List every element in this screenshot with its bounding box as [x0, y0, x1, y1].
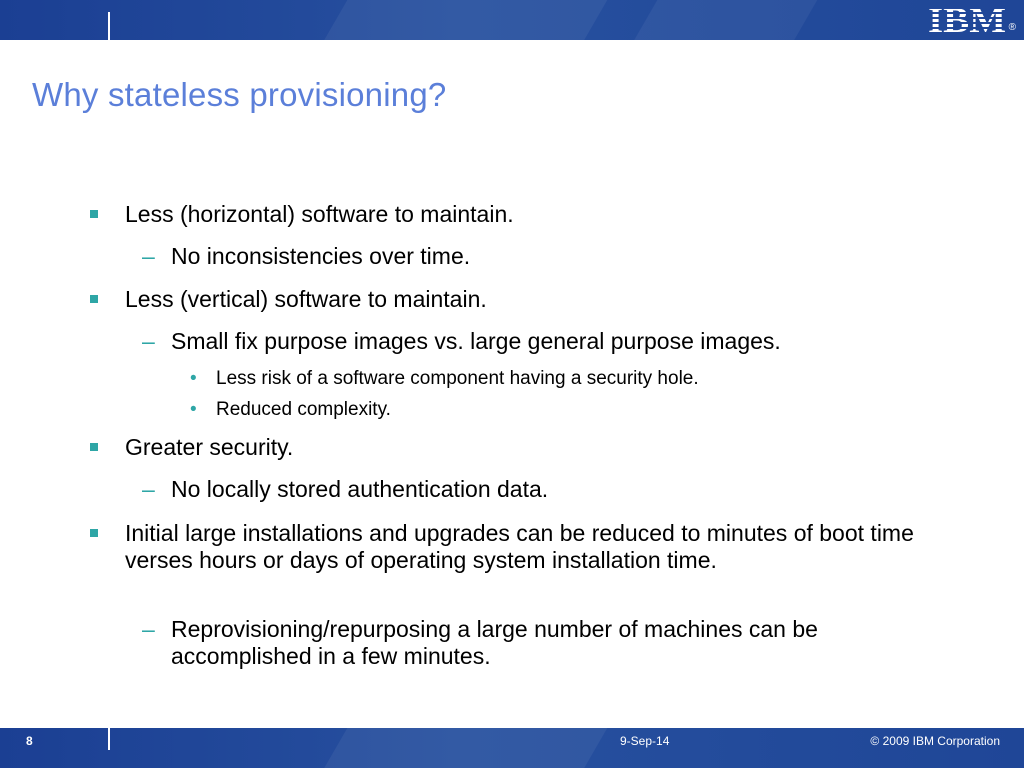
dash-bullet-icon: – [142, 476, 155, 502]
square-bullet-icon [90, 295, 98, 303]
header-divider [108, 12, 110, 40]
bullet-item: Greater security. [125, 434, 294, 460]
footer-date: 9-Sep-14 [620, 734, 670, 748]
dash-bullet-icon: – [142, 243, 155, 269]
sub-sub-bullet-item: Less risk of a software component having a security hole. [216, 368, 699, 389]
dot-bullet-icon: • [190, 399, 197, 420]
dash-bullet-icon: – [142, 328, 155, 354]
square-bullet-icon [90, 443, 98, 451]
bullet-item: Less (vertical) software to maintain. [125, 286, 487, 312]
sub-bullet-item: Reprovisioning/repurposing a large number of machines can be accomplished in a few minutes. [171, 616, 818, 669]
footer-bar [0, 728, 1024, 768]
bullet-item: Initial large installations and upgrades can be reduced to minutes of boot time verses hours or days of operating system installation time. [125, 520, 914, 573]
sub-bullet-item: No locally stored authentication data. [171, 476, 549, 502]
sub-bullet-item: Small fix purpose images vs. large general purpose images. [171, 328, 781, 354]
bullet-item: Less (horizontal) software to maintain. [125, 201, 514, 227]
sub-bullet-item: No inconsistencies over time. [171, 243, 471, 269]
dash-bullet-icon: – [142, 616, 155, 642]
footer-divider [108, 728, 110, 750]
header-shade [600, 0, 841, 40]
square-bullet-icon [90, 210, 98, 218]
header-shade [290, 0, 631, 40]
ibm-logo [928, 3, 1016, 39]
ibm-logo-icon [928, 3, 1008, 37]
header-bar [0, 0, 1024, 40]
footer-copyright: © 2009 IBM Corporation [870, 734, 1000, 748]
slide-title: Why stateless provisioning? [32, 76, 447, 113]
square-bullet-icon [90, 529, 98, 537]
sub-sub-bullet-item: Reduced complexity. [216, 399, 391, 420]
registered-mark: ® [1008, 22, 1016, 33]
footer-shade [290, 728, 631, 768]
page-number: 8 [26, 734, 33, 748]
dot-bullet-icon: • [190, 368, 197, 389]
